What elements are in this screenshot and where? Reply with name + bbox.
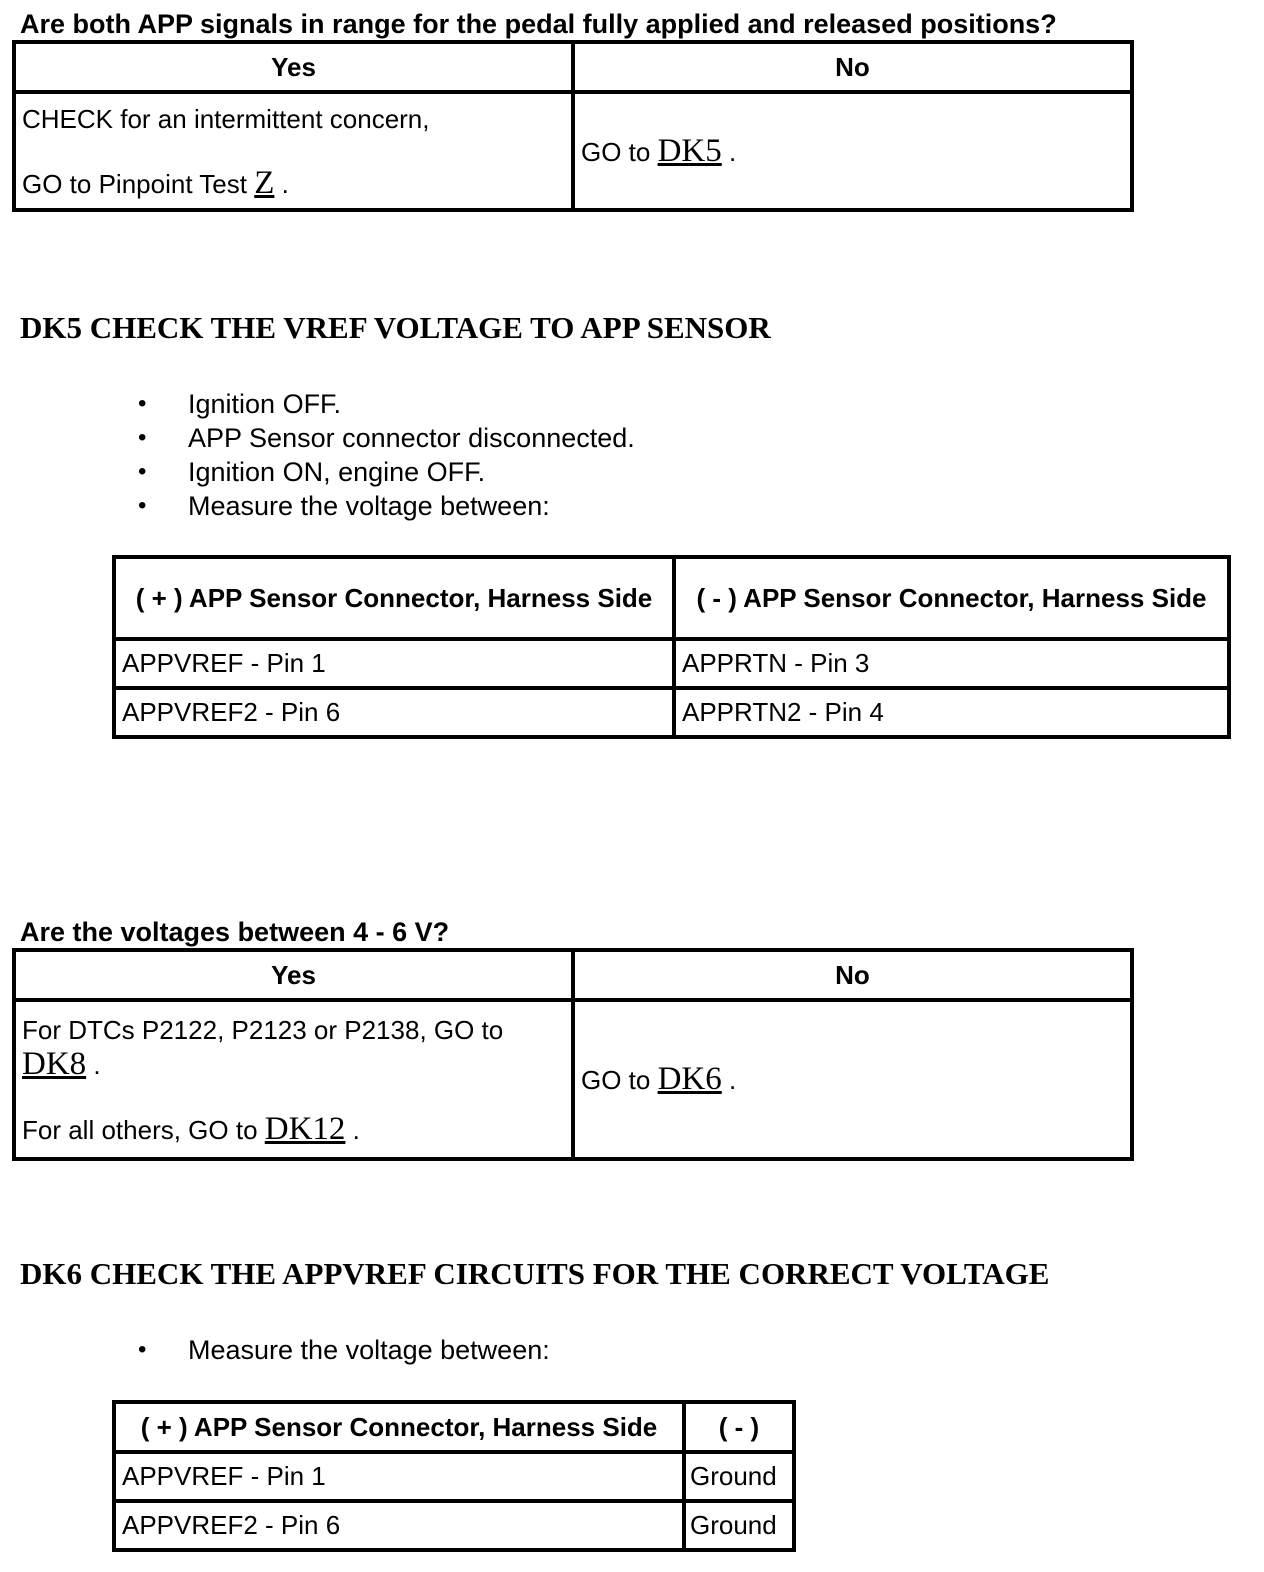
dk6-step: • Measure the voltage between: xyxy=(138,1333,550,1367)
yes-cell: For DTCs P2122, P2123 or P2138, GO to DK8 . For all others, GO to DK12 . xyxy=(14,1000,573,1159)
decision-table-2 xyxy=(12,948,1134,1161)
dk6-step-list xyxy=(138,1333,550,1367)
yes-line-1: For DTCs P2122, P2123 or P2138, GO to xyxy=(22,1014,504,1045)
yes-line-2: For all others, GO to DK12 . xyxy=(22,1110,360,1147)
table-cell: Ground xyxy=(684,1452,794,1501)
question-2: Are the voltages between 4 - 6 V? xyxy=(20,917,450,947)
yes-line-1: CHECK for an intermittent concern, xyxy=(22,103,430,134)
table-cell: APPVREF2 - Pin 6 xyxy=(114,688,674,737)
link-pinpoint-z[interactable]: Z xyxy=(254,164,275,201)
dk5-heading: DK5 CHECK THE VREF VOLTAGE TO APP SENSOR xyxy=(20,310,771,345)
decision-table-1 xyxy=(12,40,1134,212)
dk5-measure-table xyxy=(112,555,1231,739)
yes-cell xyxy=(14,92,573,210)
dk5-step: • Measure the voltage between: xyxy=(138,489,635,523)
yes-header: Yes xyxy=(14,42,573,92)
dk5-step: • Ignition ON, engine OFF. xyxy=(138,455,635,489)
no-header: No xyxy=(573,42,1132,92)
yes-line-2: GO to Pinpoint Test Z . xyxy=(22,164,289,201)
dk6-heading: DK6 CHECK THE APPVREF CIRCUITS FOR THE CORRECT VOLTAGE xyxy=(20,1256,1050,1291)
no-cell: GO to DK5 . xyxy=(573,92,1132,210)
table-cell: APPRTN - Pin 3 xyxy=(674,639,1229,688)
dk5-step-list xyxy=(138,387,635,523)
link-dk5[interactable]: DK5 xyxy=(657,132,722,169)
table-cell: APPVREF - Pin 1 xyxy=(114,1452,684,1501)
no-header: No xyxy=(573,950,1132,1000)
no-cell: GO to DK6 . xyxy=(573,1000,1132,1159)
table-cell: APPVREF - Pin 1 xyxy=(114,639,674,688)
dk5-col-negative: ( - ) APP Sensor Connector, Harness Side xyxy=(674,557,1229,639)
dk5-step: • Ignition OFF. xyxy=(138,387,635,421)
link-dk12[interactable]: DK12 xyxy=(264,1110,346,1147)
yes-header: Yes xyxy=(14,950,573,1000)
question-1: Are both APP signals in range for the pedal fully applied and released positions? xyxy=(20,9,1057,39)
table-cell: Ground xyxy=(684,1501,794,1550)
dk5-col-positive: ( + ) APP Sensor Connector, Harness Side xyxy=(114,557,674,639)
table-cell: APPVREF2 - Pin 6 xyxy=(114,1501,684,1550)
dk6-measure-table xyxy=(112,1400,796,1552)
dk5-step: • APP Sensor connector disconnected. xyxy=(138,421,635,455)
link-dk6[interactable]: DK6 xyxy=(657,1061,722,1097)
link-dk8[interactable]: DK8 xyxy=(22,1045,87,1082)
dk6-col-positive: ( + ) APP Sensor Connector, Harness Side xyxy=(114,1402,684,1452)
table-cell: APPRTN2 - Pin 4 xyxy=(674,688,1229,737)
dk6-col-negative: ( - ) xyxy=(684,1402,794,1452)
